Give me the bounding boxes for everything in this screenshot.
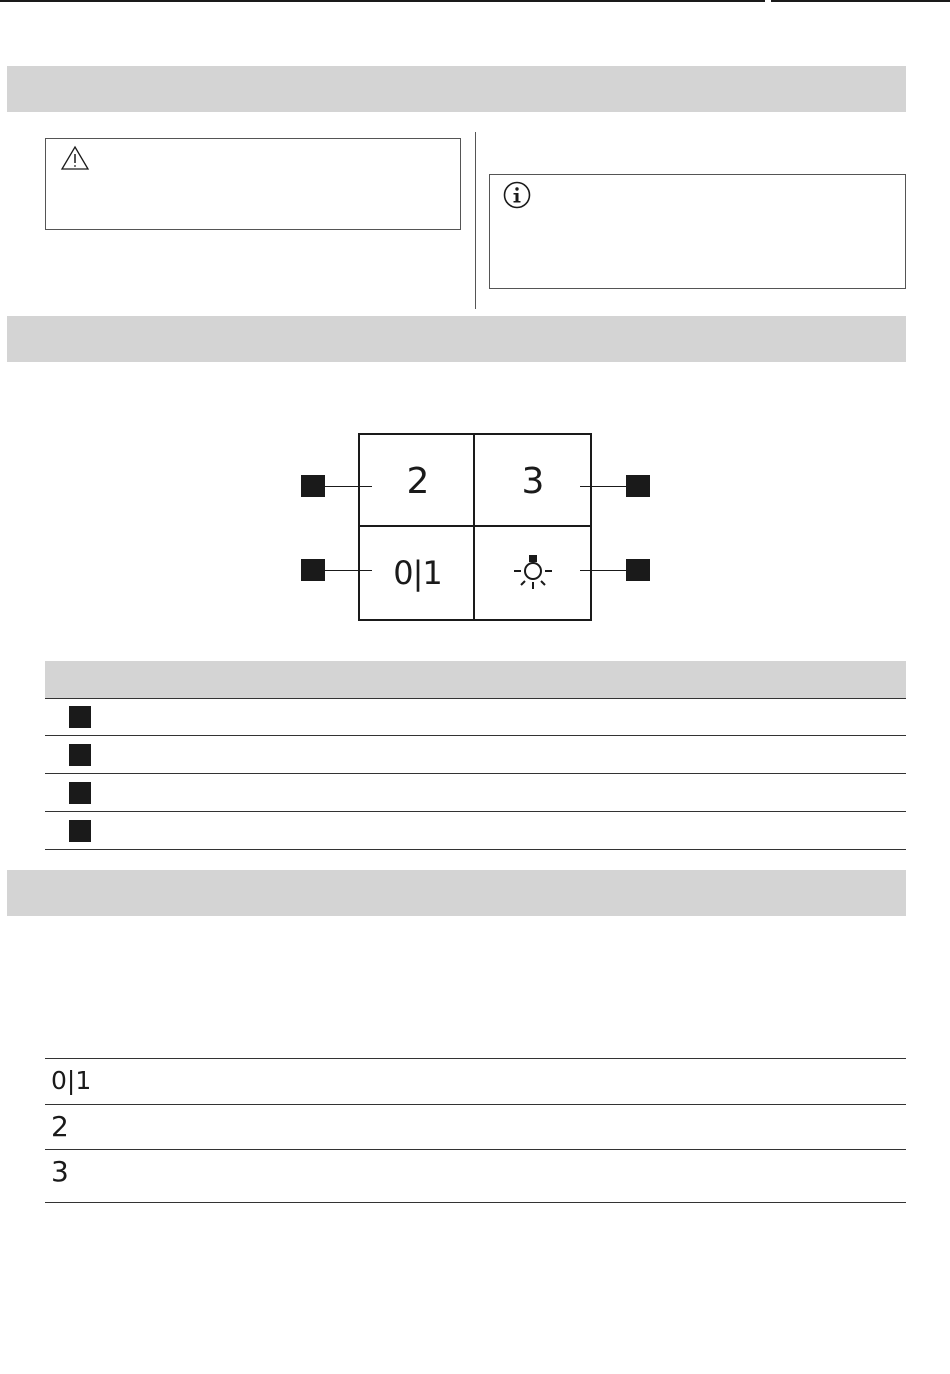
table-row <box>45 698 906 736</box>
panel-button-speed-2 <box>358 433 477 529</box>
warning-triangle-icon <box>60 145 90 171</box>
section-header-band-3 <box>7 870 906 916</box>
warning-box <box>45 138 461 230</box>
legend-table-header <box>45 661 906 699</box>
speed-3-label: 3 <box>521 460 544 502</box>
callout-leader-4 <box>580 570 626 571</box>
function-symbol: 3 <box>51 1155 69 1188</box>
top-rule <box>0 0 950 2</box>
legend-marker <box>69 782 91 804</box>
table-row <box>45 1104 906 1150</box>
speed-2-label: 2 <box>406 460 429 502</box>
panel-button-on-off <box>358 525 477 621</box>
panel-button-speed-3 <box>473 433 592 529</box>
lamp-icon <box>511 553 555 593</box>
callout-leader-3 <box>325 570 372 571</box>
function-symbol: 2 <box>51 1110 69 1143</box>
top-rule-gap <box>765 0 771 2</box>
function-symbol: 0|1 <box>51 1066 92 1095</box>
section-header-band-1 <box>7 66 906 112</box>
info-box <box>489 174 906 289</box>
table-row <box>45 1149 906 1203</box>
table-row <box>45 1058 906 1105</box>
legend-marker <box>69 744 91 766</box>
table-row <box>45 736 906 774</box>
on-off-label: 0|1 <box>393 554 442 592</box>
column-divider <box>475 132 476 309</box>
function-table-bottom-rule <box>45 1202 906 1203</box>
table-row <box>45 774 906 812</box>
info-circle-icon <box>502 180 532 210</box>
legend-marker <box>69 820 91 842</box>
callout-marker-2 <box>626 475 650 497</box>
legend-marker <box>69 706 91 728</box>
callout-marker-3 <box>301 559 325 581</box>
callout-leader-2 <box>580 486 626 487</box>
panel-button-light <box>473 525 592 621</box>
callout-leader-1 <box>325 486 372 487</box>
callout-marker-1 <box>301 475 325 497</box>
callout-marker-4 <box>626 559 650 581</box>
table-row <box>45 812 906 850</box>
section-header-band-2 <box>7 316 906 362</box>
